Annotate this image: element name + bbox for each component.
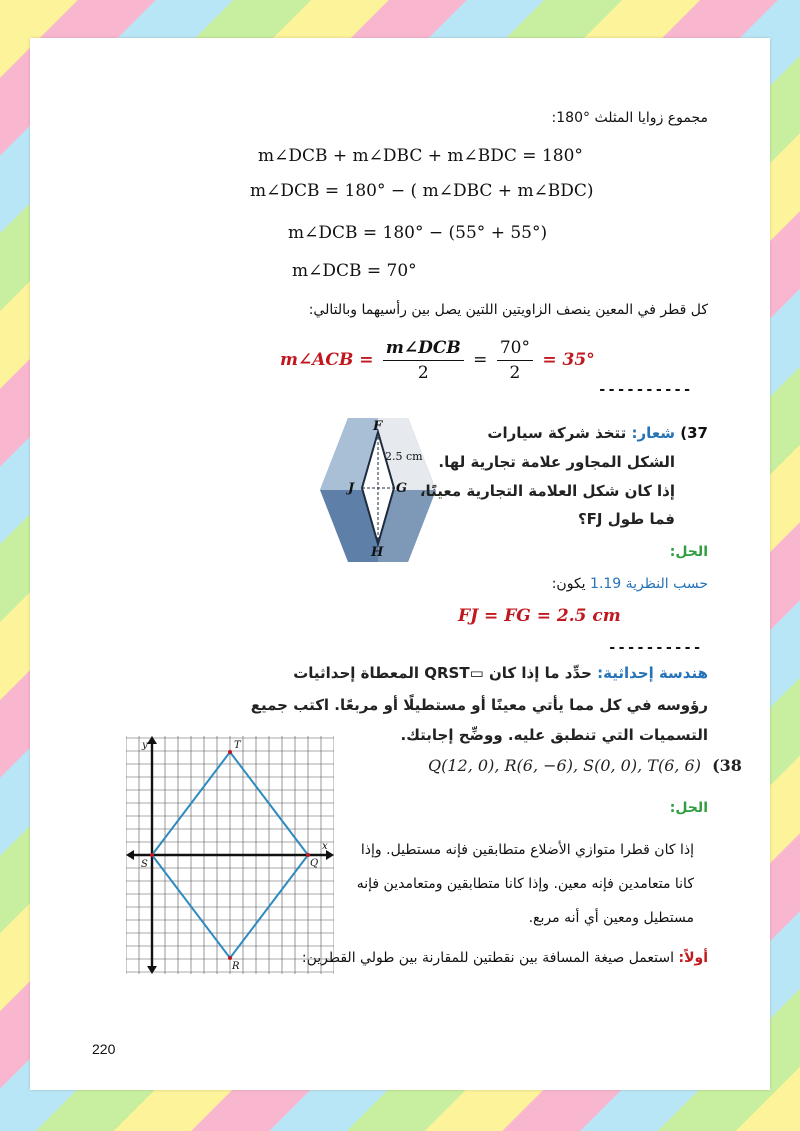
equation-1: m∠DCB + m∠DBC + m∠BDC = 180° <box>258 146 583 166</box>
label-q: Q <box>310 858 319 869</box>
point-r <box>228 956 232 960</box>
equation-3: m∠DCB = 180° − (55° + 55°) <box>288 223 548 243</box>
equals-sign: = <box>473 350 488 370</box>
y-axis-arrow-up <box>147 736 157 744</box>
p38-keyword: هندسة إحداثية: <box>597 664 708 682</box>
page <box>30 38 770 1090</box>
p37-line2: الشكل المجاور علامة تجارية لها. <box>438 453 675 471</box>
diagonal-bisect-note: كل قطر في المعين ينصف الزاويتين اللتين يصل بين رأسيهما وبالتالي: <box>308 302 708 318</box>
theorem-suffix: يكون: <box>551 576 586 592</box>
equation-2: m∠DCB = 180° − ( m∠DBC + m∠BDC) <box>250 181 594 201</box>
vertex-h-label: H <box>371 545 384 560</box>
first-step-line <box>302 950 708 966</box>
angle-sum-heading: مجموع زوايا المثلث °180: <box>551 110 708 126</box>
y-axis-arrow-down <box>147 966 157 974</box>
final-angle-equation <box>280 338 595 383</box>
label-t: T <box>234 740 241 751</box>
p38-solution-label: الحل: <box>669 800 708 816</box>
p38-sol-line3: مستطيل ومعين أي أنه مربع. <box>528 910 694 926</box>
separator-1: ---------- <box>598 382 693 398</box>
p37-number: 37) <box>680 424 708 442</box>
final-result: = 35° <box>542 350 595 370</box>
vertex-f-label: F <box>373 419 383 434</box>
p38-sol-line1: إذا كان قطرا متوازي الأضلاع متطابقين فإنه مستطيل. وإذا <box>360 842 694 858</box>
p38-coords: Q(12, 0), R(6, −6), S(0, 0), T(6, 6) <box>428 756 701 775</box>
x-axis-arrow-left <box>126 850 134 860</box>
p38-header-rest: حدِّد ما إذا كان ▭QRST المعطاة إحداثيات <box>293 664 592 682</box>
equation-4: m∠DCB = 70° <box>292 261 417 281</box>
theorem-number: 1.19 <box>590 576 622 592</box>
p38-header <box>293 664 708 682</box>
label-s: S <box>141 859 148 870</box>
side-length-label: 2.5 cm <box>385 450 423 463</box>
first-step-label: أولاً: <box>678 950 708 966</box>
p37-answer: FJ = FG = 2.5 cm <box>458 606 621 626</box>
point-q <box>306 853 310 857</box>
first-step-text: استعمل صيغة المسافة بين نقطتين للمقارنة بين طولي القطرين: <box>301 950 675 966</box>
separator-2: ---------- <box>608 640 703 656</box>
x-axis-label: x <box>322 841 328 852</box>
fraction-2: $\frac{70^\circ}{2}$ <box>497 338 533 383</box>
theorem-line <box>552 576 708 592</box>
y-axis-label: y <box>142 740 148 751</box>
p38-number: (38 <box>712 756 742 775</box>
p38-line3: التسميات التي تنطبق عليه. ووضِّح إجابتك. <box>400 726 708 744</box>
point-s <box>150 853 154 857</box>
coordinate-graph <box>126 736 334 974</box>
theorem-prefix: حسب النظرية <box>625 576 708 592</box>
vertex-j-label: J <box>348 481 355 496</box>
final-lhs: m∠ACB = <box>280 350 374 370</box>
p37-line1 <box>408 424 708 442</box>
p37-line3: إذا كان شكل العلامة التجارية معينًا، <box>419 482 675 500</box>
p38-line2: رؤوسه في كل مما يأتي معينًا أو مستطيلًا أو مربعًا. اكتب جميع <box>250 696 708 714</box>
fraction-1: $\frac{\text{m∠DCB}}{2}$ <box>383 338 464 383</box>
coordinate-grid-svg <box>126 736 334 974</box>
p38-coords-line <box>428 756 742 775</box>
p37-keyword: شعار: <box>631 424 676 442</box>
label-r: R <box>232 961 240 972</box>
vertex-g-label: G <box>396 481 408 496</box>
p37-line4: فما طول FJ؟ <box>577 510 675 528</box>
page-number: 220 <box>92 1041 116 1057</box>
point-t <box>228 750 232 754</box>
p37-line1-text: تتخذ شركة سيارات <box>487 424 627 442</box>
p38-sol-line2: كانا متعامدين فإنه معين. وإذا كانا متطابقين ومتعامدين فإنه <box>356 876 694 892</box>
p37-solution-label: الحل: <box>669 544 708 560</box>
